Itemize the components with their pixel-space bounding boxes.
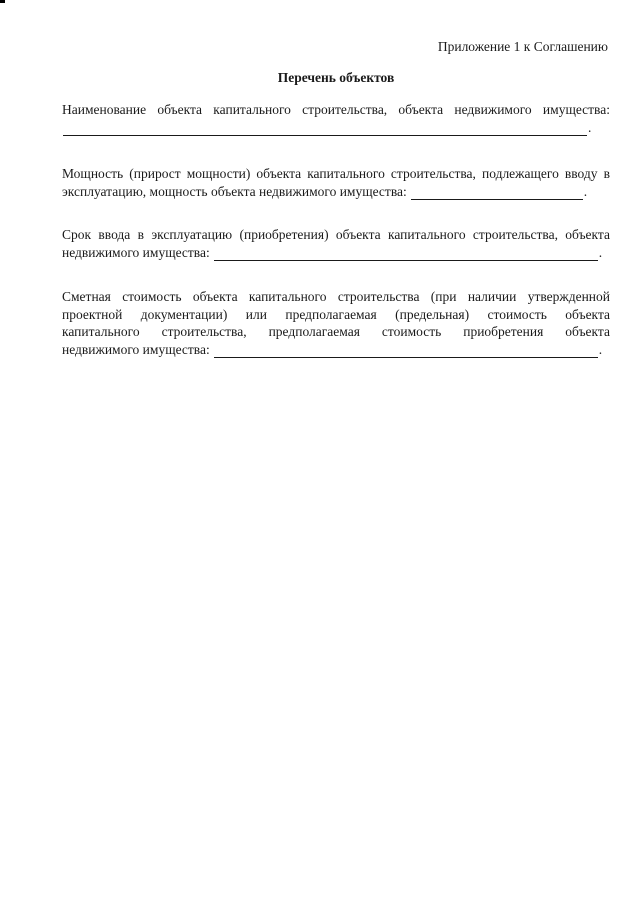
commissioning-term-field[interactable] [214, 247, 598, 261]
capacity-label-line1: Мощность (прирост мощности) объекта капитального строительства, подлежащего вводу в [62, 166, 610, 181]
capacity-field[interactable] [411, 186, 583, 200]
commissioning-term-line [62, 244, 610, 262]
commissioning-term-label-line2: недвижимого имущества: [62, 244, 210, 260]
object-name-field[interactable] [63, 122, 587, 136]
object-name-line [62, 119, 610, 137]
capacity-label-line2: эксплуатацию, мощность объекта недвижимого имущества: [62, 183, 407, 199]
estimated-cost-period: . [598, 341, 603, 357]
object-name-period: . [588, 119, 592, 135]
estimated-cost-label-line1: Сметная стоимость объекта капитального строительства (при наличии утвержденной [62, 289, 610, 304]
appendix-label: Приложение 1 к Соглашению [437, 39, 608, 54]
estimated-cost-label-line2: проектной документации) или предполагаемая (предельная) стоимость объекта [62, 306, 610, 322]
commissioning-term-period: . [598, 244, 603, 260]
document-title: Перечень объектов [277, 70, 395, 85]
estimated-cost-line [62, 341, 610, 359]
estimated-cost-field[interactable] [214, 344, 598, 358]
object-name-label: Наименование объекта капитального строительства, объекта недвижимого имущества: [62, 102, 610, 117]
capacity-line [62, 183, 610, 201]
capacity-period: . [583, 183, 588, 199]
commissioning-term-label-line1: Срок ввода в эксплуатацию (приобретения) объекта капитального строительства, объекта [62, 227, 610, 242]
estimated-cost-label-line4: недвижимого имущества: [62, 341, 210, 357]
estimated-cost-section [62, 288, 610, 358]
capacity-section [62, 165, 610, 200]
document-page [62, 38, 610, 358]
commissioning-term-section [62, 226, 610, 261]
object-name-section [62, 101, 610, 136]
scan-corner-mark [0, 0, 5, 3]
estimated-cost-label-line3: капитального строительства, предполагаемая стоимость приобретения объекта [62, 324, 610, 339]
